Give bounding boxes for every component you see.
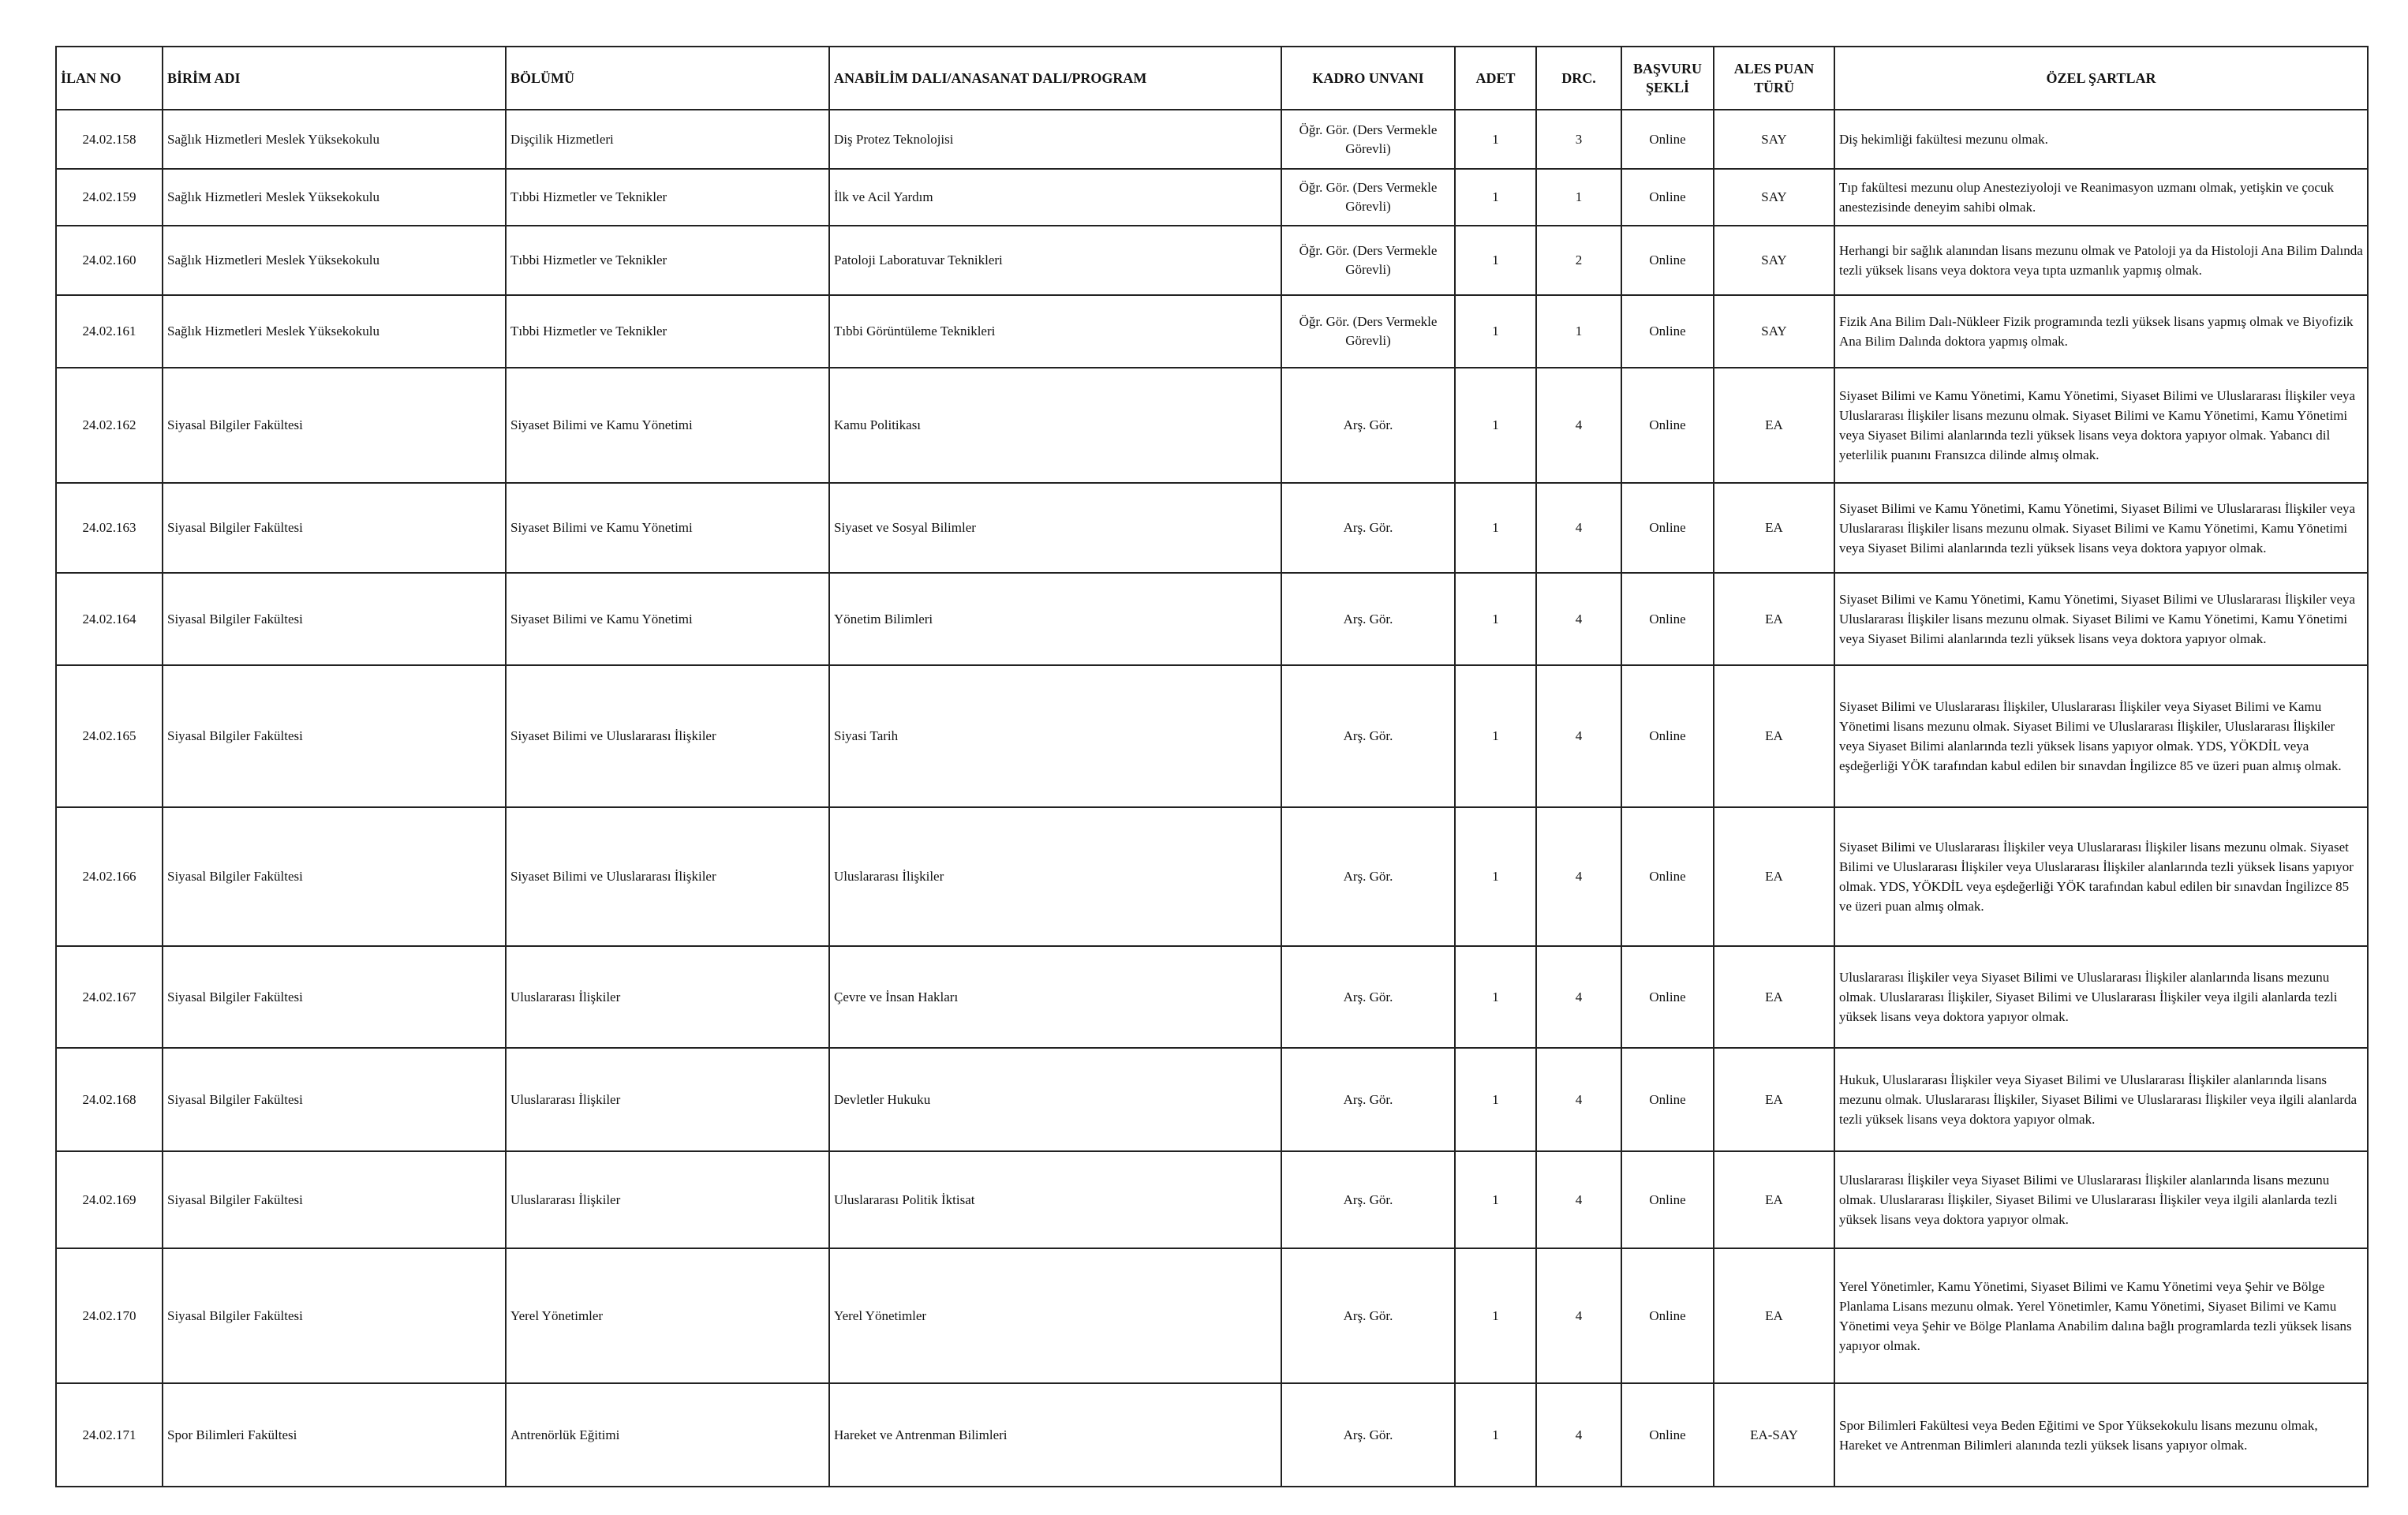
cell-bolumu: Tıbbi Hizmetler ve Teknikler <box>506 169 829 226</box>
cell-ilan-no: 24.02.158 <box>56 110 163 169</box>
cell-anabilim-dali: Uluslararası Politik İktisat <box>829 1151 1281 1248</box>
header-bolumu: BÖLÜMÜ <box>506 47 829 110</box>
cell-ozel-sartlar: Uluslararası İlişkiler veya Siyaset Bilimi ve Uluslararası İlişkiler alanlarında lisans mezunu olmak. Uluslararası İlişkiler, Siyaset Bilimi ve Uluslararası İlişkiler veya ilgili alanlarda tezli yüksek lisans veya doktora yapıyor olmak. <box>1834 946 2368 1048</box>
cell-kadro-unvani: Öğr. Gör. (Ders Vermekle Görevli) <box>1281 226 1455 295</box>
cell-ilan-no: 24.02.159 <box>56 169 163 226</box>
cell-adet: 1 <box>1455 807 1536 946</box>
cell-adet: 1 <box>1455 368 1536 483</box>
cell-ales-puan-turu: EA <box>1714 368 1834 483</box>
cell-birim-adi: Sağlık Hizmetleri Meslek Yüksekokulu <box>163 226 506 295</box>
header-drc: DRC. <box>1536 47 1621 110</box>
cell-bolumu: Siyaset Bilimi ve Uluslararası İlişkiler <box>506 665 829 807</box>
cell-birim-adi: Siyasal Bilgiler Fakültesi <box>163 1048 506 1151</box>
cell-birim-adi: Siyasal Bilgiler Fakültesi <box>163 807 506 946</box>
cell-birim-adi: Sağlık Hizmetleri Meslek Yüksekokulu <box>163 110 506 169</box>
cell-ales-puan-turu: SAY <box>1714 110 1834 169</box>
cell-anabilim-dali: Uluslararası İlişkiler <box>829 807 1281 946</box>
cell-basvuru-sekli: Online <box>1621 483 1714 573</box>
cell-anabilim-dali: Siyaset ve Sosyal Bilimler <box>829 483 1281 573</box>
cell-ilan-no: 24.02.169 <box>56 1151 163 1248</box>
cell-ilan-no: 24.02.163 <box>56 483 163 573</box>
table-row <box>56 946 2368 1048</box>
header-row <box>56 47 2368 110</box>
cell-kadro-unvani: Arş. Gör. <box>1281 1248 1455 1383</box>
cell-ilan-no: 24.02.171 <box>56 1383 163 1487</box>
cell-ales-puan-turu: EA <box>1714 1151 1834 1248</box>
cell-ilan-no: 24.02.165 <box>56 665 163 807</box>
cell-ales-puan-turu: EA <box>1714 483 1834 573</box>
cell-basvuru-sekli: Online <box>1621 110 1714 169</box>
cell-kadro-unvani: Öğr. Gör. (Ders Vermekle Görevli) <box>1281 169 1455 226</box>
cell-ozel-sartlar: Fizik Ana Bilim Dalı-Nükleer Fizik programında tezli yüksek lisans yapmış olmak ve Biyofizik Ana Bilim Dalında doktora yapmış olmak. <box>1834 295 2368 368</box>
cell-derece: 4 <box>1536 1151 1621 1248</box>
cell-kadro-unvani: Arş. Gör. <box>1281 1048 1455 1151</box>
cell-kadro-unvani: Arş. Gör. <box>1281 1151 1455 1248</box>
cell-anabilim-dali: İlk ve Acil Yardım <box>829 169 1281 226</box>
header-anabilim: ANABİLİM DALI/ANASANAT DALI/PROGRAM <box>829 47 1281 110</box>
cell-derece: 4 <box>1536 1248 1621 1383</box>
cell-adet: 1 <box>1455 1383 1536 1487</box>
cell-adet: 1 <box>1455 573 1536 665</box>
cell-derece: 2 <box>1536 226 1621 295</box>
cell-bolumu: Siyaset Bilimi ve Kamu Yönetimi <box>506 368 829 483</box>
table-body <box>56 110 2368 1487</box>
cell-ozel-sartlar: Herhangi bir sağlık alanından lisans mezunu olmak ve Patoloji ya da Histoloji Ana Bilim Dalında tezli yüksek lisans veya doktora veya tıpta uzmanlık yapmış olmak. <box>1834 226 2368 295</box>
cell-birim-adi: Siyasal Bilgiler Fakültesi <box>163 368 506 483</box>
cell-birim-adi: Siyasal Bilgiler Fakültesi <box>163 483 506 573</box>
header-birim-adi: BİRİM ADI <box>163 47 506 110</box>
cell-adet: 1 <box>1455 1151 1536 1248</box>
cell-birim-adi: Siyasal Bilgiler Fakültesi <box>163 1151 506 1248</box>
cell-derece: 4 <box>1536 946 1621 1048</box>
cell-adet: 1 <box>1455 110 1536 169</box>
cell-basvuru-sekli: Online <box>1621 1151 1714 1248</box>
cell-kadro-unvani: Arş. Gör. <box>1281 1383 1455 1487</box>
table-row <box>56 573 2368 665</box>
cell-basvuru-sekli: Online <box>1621 226 1714 295</box>
cell-basvuru-sekli: Online <box>1621 1048 1714 1151</box>
header-ozel-sartlar: ÖZEL ŞARTLAR <box>1834 47 2368 110</box>
cell-derece: 4 <box>1536 665 1621 807</box>
header-ilan-no: İLAN NO <box>56 47 163 110</box>
cell-ilan-no: 24.02.160 <box>56 226 163 295</box>
cell-anabilim-dali: Diş Protez Teknolojisi <box>829 110 1281 169</box>
cell-birim-adi: Siyasal Bilgiler Fakültesi <box>163 573 506 665</box>
cell-ozel-sartlar: Hukuk, Uluslararası İlişkiler veya Siyaset Bilimi ve Uluslararası İlişkiler alanlarında lisans mezunu olmak. Uluslararası İlişkiler, Siyaset Bilimi ve Uluslararası İlişkiler veya ilgili alanlarda tezli yüksek lisans veya doktora yapıyor olmak. <box>1834 1048 2368 1151</box>
cell-derece: 4 <box>1536 807 1621 946</box>
cell-bolumu: Siyaset Bilimi ve Kamu Yönetimi <box>506 483 829 573</box>
header-ales: ALES PUAN TÜRÜ <box>1714 47 1834 110</box>
cell-adet: 1 <box>1455 1048 1536 1151</box>
cell-basvuru-sekli: Online <box>1621 295 1714 368</box>
cell-ales-puan-turu: SAY <box>1714 169 1834 226</box>
cell-bolumu: Uluslararası İlişkiler <box>506 1048 829 1151</box>
cell-birim-adi: Siyasal Bilgiler Fakültesi <box>163 665 506 807</box>
cell-anabilim-dali: Yönetim Bilimleri <box>829 573 1281 665</box>
table-row <box>56 169 2368 226</box>
cell-basvuru-sekli: Online <box>1621 1383 1714 1487</box>
cell-derece: 4 <box>1536 368 1621 483</box>
cell-derece: 4 <box>1536 1048 1621 1151</box>
table-row <box>56 1383 2368 1487</box>
table-row <box>56 665 2368 807</box>
cell-ozel-sartlar: Siyaset Bilimi ve Kamu Yönetimi, Kamu Yönetimi, Siyaset Bilimi ve Uluslararası İlişkiler veya Uluslararası İlişkiler lisans mezunu olmak. Siyaset Bilimi ve Kamu Yönetimi, Kamu Yönetimi veya Siyaset Bilimi alanlarında tezli yüksek lisans veya doktora yapıyor olmak. <box>1834 483 2368 573</box>
cell-birim-adi: Sağlık Hizmetleri Meslek Yüksekokulu <box>163 169 506 226</box>
table-row <box>56 295 2368 368</box>
cell-anabilim-dali: Siyasi Tarih <box>829 665 1281 807</box>
cell-kadro-unvani: Öğr. Gör. (Ders Vermekle Görevli) <box>1281 295 1455 368</box>
cell-bolumu: Uluslararası İlişkiler <box>506 1151 829 1248</box>
cell-ales-puan-turu: EA-SAY <box>1714 1383 1834 1487</box>
cell-adet: 1 <box>1455 483 1536 573</box>
cell-ozel-sartlar: Siyaset Bilimi ve Uluslararası İlişkiler veya Uluslararası İlişkiler lisans mezunu olmak. Siyaset Bilimi ve Uluslararası İlişkiler veya Uluslararası İlişkiler alanlarında tezli yüksek lisans yapıyor olmak. YDS, YÖKDİL veya eşdeğerliği YÖK tarafından kabul edilen bir sınavdan İngilizce 85 ve üzeri puan almış olmak. <box>1834 807 2368 946</box>
table-row <box>56 226 2368 295</box>
cell-bolumu: Dişçilik Hizmetleri <box>506 110 829 169</box>
cell-derece: 1 <box>1536 169 1621 226</box>
cell-ales-puan-turu: EA <box>1714 1248 1834 1383</box>
cell-bolumu: Uluslararası İlişkiler <box>506 946 829 1048</box>
cell-kadro-unvani: Arş. Gör. <box>1281 368 1455 483</box>
table-row <box>56 1151 2368 1248</box>
cell-birim-adi: Siyasal Bilgiler Fakültesi <box>163 946 506 1048</box>
table-row <box>56 483 2368 573</box>
table-row <box>56 1248 2368 1383</box>
header-kadro: KADRO UNVANI <box>1281 47 1455 110</box>
cell-ales-puan-turu: EA <box>1714 665 1834 807</box>
cell-adet: 1 <box>1455 295 1536 368</box>
cell-basvuru-sekli: Online <box>1621 946 1714 1048</box>
cell-ozel-sartlar: Spor Bilimleri Fakültesi veya Beden Eğitimi ve Spor Yüksekokulu lisans mezunu olmak, Hareket ve Antrenman Bilimleri alanında tezli yüksek lisans yapıyor olmak. <box>1834 1383 2368 1487</box>
cell-bolumu: Yerel Yönetimler <box>506 1248 829 1383</box>
cell-ilan-no: 24.02.168 <box>56 1048 163 1151</box>
cell-ales-puan-turu: SAY <box>1714 226 1834 295</box>
cell-derece: 4 <box>1536 1383 1621 1487</box>
table-row <box>56 807 2368 946</box>
cell-ozel-sartlar: Tıp fakültesi mezunu olup Anesteziyoloji ve Reanimasyon uzmanı olmak, yetişkin ve çocuk anestezisinde deneyim sahibi olmak. <box>1834 169 2368 226</box>
cell-anabilim-dali: Yerel Yönetimler <box>829 1248 1281 1383</box>
cell-kadro-unvani: Arş. Gör. <box>1281 946 1455 1048</box>
cell-bolumu: Antrenörlük Eğitimi <box>506 1383 829 1487</box>
table-row <box>56 1048 2368 1151</box>
table-row <box>56 110 2368 169</box>
cell-anabilim-dali: Devletler Hukuku <box>829 1048 1281 1151</box>
cell-birim-adi: Siyasal Bilgiler Fakültesi <box>163 1248 506 1383</box>
cell-ilan-no: 24.02.170 <box>56 1248 163 1383</box>
table-row <box>56 368 2368 483</box>
cell-bolumu: Siyaset Bilimi ve Uluslararası İlişkiler <box>506 807 829 946</box>
cell-basvuru-sekli: Online <box>1621 169 1714 226</box>
cell-basvuru-sekli: Online <box>1621 1248 1714 1383</box>
cell-bolumu: Siyaset Bilimi ve Kamu Yönetimi <box>506 573 829 665</box>
cell-birim-adi: Sağlık Hizmetleri Meslek Yüksekokulu <box>163 295 506 368</box>
cell-birim-adi: Spor Bilimleri Fakültesi <box>163 1383 506 1487</box>
header-basvuru: BAŞVURU ŞEKLİ <box>1621 47 1714 110</box>
cell-anabilim-dali: Patoloji Laboratuvar Teknikleri <box>829 226 1281 295</box>
cell-ales-puan-turu: EA <box>1714 573 1834 665</box>
cell-anabilim-dali: Kamu Politikası <box>829 368 1281 483</box>
cell-ozel-sartlar: Uluslararası İlişkiler veya Siyaset Bilimi ve Uluslararası İlişkiler alanlarında lisans mezunu olmak. Uluslararası İlişkiler, Siyaset Bilimi ve Uluslararası İlişkiler veya ilgili alanlarda tezli yüksek lisans veya doktora yapıyor olmak. <box>1834 1151 2368 1248</box>
cell-kadro-unvani: Arş. Gör. <box>1281 807 1455 946</box>
cell-adet: 1 <box>1455 946 1536 1048</box>
cell-derece: 4 <box>1536 483 1621 573</box>
cell-adet: 1 <box>1455 665 1536 807</box>
cell-basvuru-sekli: Online <box>1621 807 1714 946</box>
cell-ozel-sartlar: Yerel Yönetimler, Kamu Yönetimi, Siyaset Bilimi ve Kamu Yönetimi veya Şehir ve Bölge Planlama Lisans mezunu olmak. Yerel Yönetimler, Kamu Yönetimi, Siyaset Bilimi ve Kamu Yönetimi veya Şehir ve Bölge Planlama Anabilim dalına bağlı programlarda tezli yüksek lisans yapıyor olmak. <box>1834 1248 2368 1383</box>
cell-kadro-unvani: Arş. Gör. <box>1281 483 1455 573</box>
cell-ilan-no: 24.02.161 <box>56 295 163 368</box>
cell-ilan-no: 24.02.167 <box>56 946 163 1048</box>
cell-kadro-unvani: Arş. Gör. <box>1281 665 1455 807</box>
cell-adet: 1 <box>1455 226 1536 295</box>
cell-basvuru-sekli: Online <box>1621 368 1714 483</box>
cell-ales-puan-turu: EA <box>1714 946 1834 1048</box>
job-postings-table <box>55 46 2369 1487</box>
header-adet: ADET <box>1455 47 1536 110</box>
cell-bolumu: Tıbbi Hizmetler ve Teknikler <box>506 295 829 368</box>
cell-derece: 3 <box>1536 110 1621 169</box>
cell-derece: 4 <box>1536 573 1621 665</box>
cell-anabilim-dali: Çevre ve İnsan Hakları <box>829 946 1281 1048</box>
cell-derece: 1 <box>1536 295 1621 368</box>
cell-ilan-no: 24.02.162 <box>56 368 163 483</box>
cell-basvuru-sekli: Online <box>1621 573 1714 665</box>
cell-adet: 1 <box>1455 169 1536 226</box>
cell-ilan-no: 24.02.164 <box>56 573 163 665</box>
cell-bolumu: Tıbbi Hizmetler ve Teknikler <box>506 226 829 295</box>
cell-basvuru-sekli: Online <box>1621 665 1714 807</box>
cell-ozel-sartlar: Siyaset Bilimi ve Kamu Yönetimi, Kamu Yönetimi, Siyaset Bilimi ve Uluslararası İlişkiler veya Uluslararası İlişkiler lisans mezunu olmak. Siyaset Bilimi ve Kamu Yönetimi, Kamu Yönetimi veya Siyaset Bilimi alanlarında tezli yüksek lisans veya doktora yapıyor olmak. Yabancı dil yeterlilik puanını Fransızca dilinde almış olmak. <box>1834 368 2368 483</box>
cell-kadro-unvani: Öğr. Gör. (Ders Vermekle Görevli) <box>1281 110 1455 169</box>
cell-ales-puan-turu: SAY <box>1714 295 1834 368</box>
cell-ales-puan-turu: EA <box>1714 807 1834 946</box>
cell-ilan-no: 24.02.166 <box>56 807 163 946</box>
cell-anabilim-dali: Tıbbi Görüntüleme Teknikleri <box>829 295 1281 368</box>
cell-adet: 1 <box>1455 1248 1536 1383</box>
cell-ozel-sartlar: Siyaset Bilimi ve Uluslararası İlişkiler, Uluslararası İlişkiler veya Siyaset Bilimi ve Kamu Yönetimi lisans mezunu olmak. Siyaset Bilimi ve Uluslararası İlişkiler, Uluslararası İlişkiler veya Siyaset Bilimi alanlarında tezli yüksek lisans yapıyor olmak. YDS, YÖKDİL veya eşdeğerliği YÖK tarafından kabul edilen bir sınavdan İngilizce 85 ve üzeri puan almış olmak. <box>1834 665 2368 807</box>
cell-anabilim-dali: Hareket ve Antrenman Bilimleri <box>829 1383 1281 1487</box>
cell-ales-puan-turu: EA <box>1714 1048 1834 1151</box>
cell-ozel-sartlar: Siyaset Bilimi ve Kamu Yönetimi, Kamu Yönetimi, Siyaset Bilimi ve Uluslararası İlişkiler veya Uluslararası İlişkiler lisans mezunu olmak. Siyaset Bilimi ve Kamu Yönetimi, Kamu Yönetimi veya Siyaset Bilimi alanlarında tezli yüksek lisans veya doktora yapıyor olmak. <box>1834 573 2368 665</box>
cell-ozel-sartlar: Diş hekimliği fakültesi mezunu olmak. <box>1834 110 2368 169</box>
cell-kadro-unvani: Arş. Gör. <box>1281 573 1455 665</box>
